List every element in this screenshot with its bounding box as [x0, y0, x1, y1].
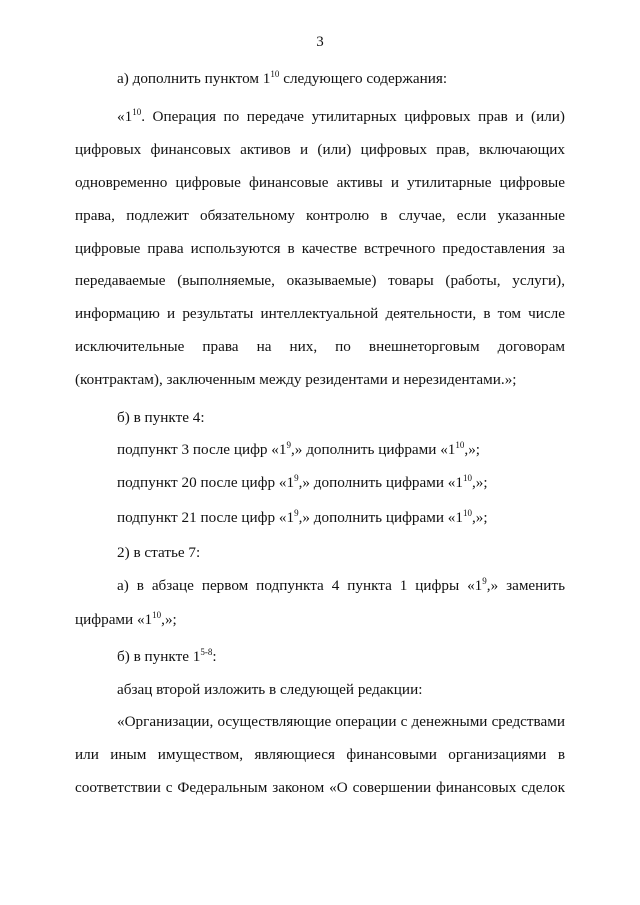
superscript: 9: [294, 508, 299, 518]
text-segment: б) в пункте 1: [117, 648, 201, 665]
superscript: 5-8: [200, 647, 213, 657]
text-segment: ,» заменить: [486, 577, 565, 594]
text-segment: :: [212, 648, 217, 665]
paragraph-article-7: 2) в статье 7:: [117, 544, 201, 561]
text-segment: следующего содержания:: [279, 70, 448, 87]
paragraph-a-add-point: [117, 70, 447, 88]
paragraph-organizations-line-1: «Организации, осуществляющие операции с денежными средствами: [117, 713, 565, 730]
superscript: 10: [270, 69, 280, 79]
text-segment: . Операция по передаче утилитарных цифровых прав и (или): [141, 108, 565, 125]
paragraph-new-point-line-9: (контрактам), заключенным между резидентами и нерезидентами.»;: [75, 371, 517, 388]
text-segment: подпункт 3 после цифр «1: [117, 441, 287, 458]
text-segment: подпункт 21 после цифр «1: [117, 509, 295, 526]
text-segment: ,»;: [471, 509, 488, 526]
paragraph-new-point-line-8: исключительные права на них, по внешнеторговым договорам: [75, 338, 565, 355]
superscript: 9: [482, 576, 487, 586]
text-segment: ,»;: [161, 611, 177, 628]
text-segment: подпункт 20 после цифр «1: [117, 474, 295, 491]
superscript: 10: [132, 107, 142, 117]
paragraph-a-article-7-line-1: [117, 577, 565, 595]
paragraph-second-abzac: абзац второй изложить в следующей редакции:: [117, 681, 423, 698]
subitem-3: [117, 441, 480, 459]
paragraph-new-point-line-5: цифровые права используются в качестве встречного предоставления за: [75, 240, 565, 257]
superscript: 10: [462, 508, 472, 518]
subitem-21: [117, 509, 488, 527]
text-segment: ,»;: [471, 474, 488, 491]
paragraph-organizations-line-3: соответствии с Федеральным законом «О совершении финансовых сделок: [75, 779, 565, 796]
paragraph-new-point-line-7: информацию и результаты интеллектуальной деятельности, в том числе: [75, 305, 565, 322]
paragraph-new-point-line-3: одновременно цифровые финансовые активы и утилитарные цифровые: [75, 174, 565, 191]
superscript: 10: [152, 610, 162, 620]
text-segment: ,» дополнить цифрами «1: [291, 441, 456, 458]
paragraph-a-article-7-line-2: [75, 611, 177, 629]
text-segment: ,» дополнить цифрами «1: [298, 509, 463, 526]
paragraph-new-point-line-4: права, подлежит обязательному контролю в случае, если указанные: [75, 207, 565, 224]
text-segment: ,» дополнить цифрами «1: [298, 474, 463, 491]
superscript: 10: [462, 473, 472, 483]
text-segment: «1: [117, 108, 133, 125]
text-segment: а) дополнить пунктом 1: [117, 70, 271, 87]
paragraph-b-point-4: б) в пункте 4:: [117, 409, 205, 426]
paragraph-b-point-1-5-8: [117, 648, 217, 666]
paragraph-new-point-line-2: цифровых финансовых активов и (или) цифровых прав, включающих: [75, 141, 565, 158]
superscript: 10: [455, 440, 465, 450]
paragraph-new-point-line-6: передаваемые (выполняемые, оказываемые) товары (работы, услуги),: [75, 272, 565, 289]
text-segment: а) в абзаце первом подпункта 4 пункта 1 цифры «1: [117, 577, 483, 594]
subitem-20: [117, 474, 488, 492]
superscript: 9: [286, 440, 291, 450]
text-segment: цифрами «1: [75, 611, 153, 628]
superscript: 9: [294, 473, 299, 483]
page-number: 3: [316, 34, 324, 50]
paragraph-organizations-line-2: или иным имуществом, являющиеся финансовыми организациями в: [75, 746, 565, 763]
paragraph-new-point-line-1: [117, 108, 565, 126]
text-segment: ,»;: [464, 441, 481, 458]
